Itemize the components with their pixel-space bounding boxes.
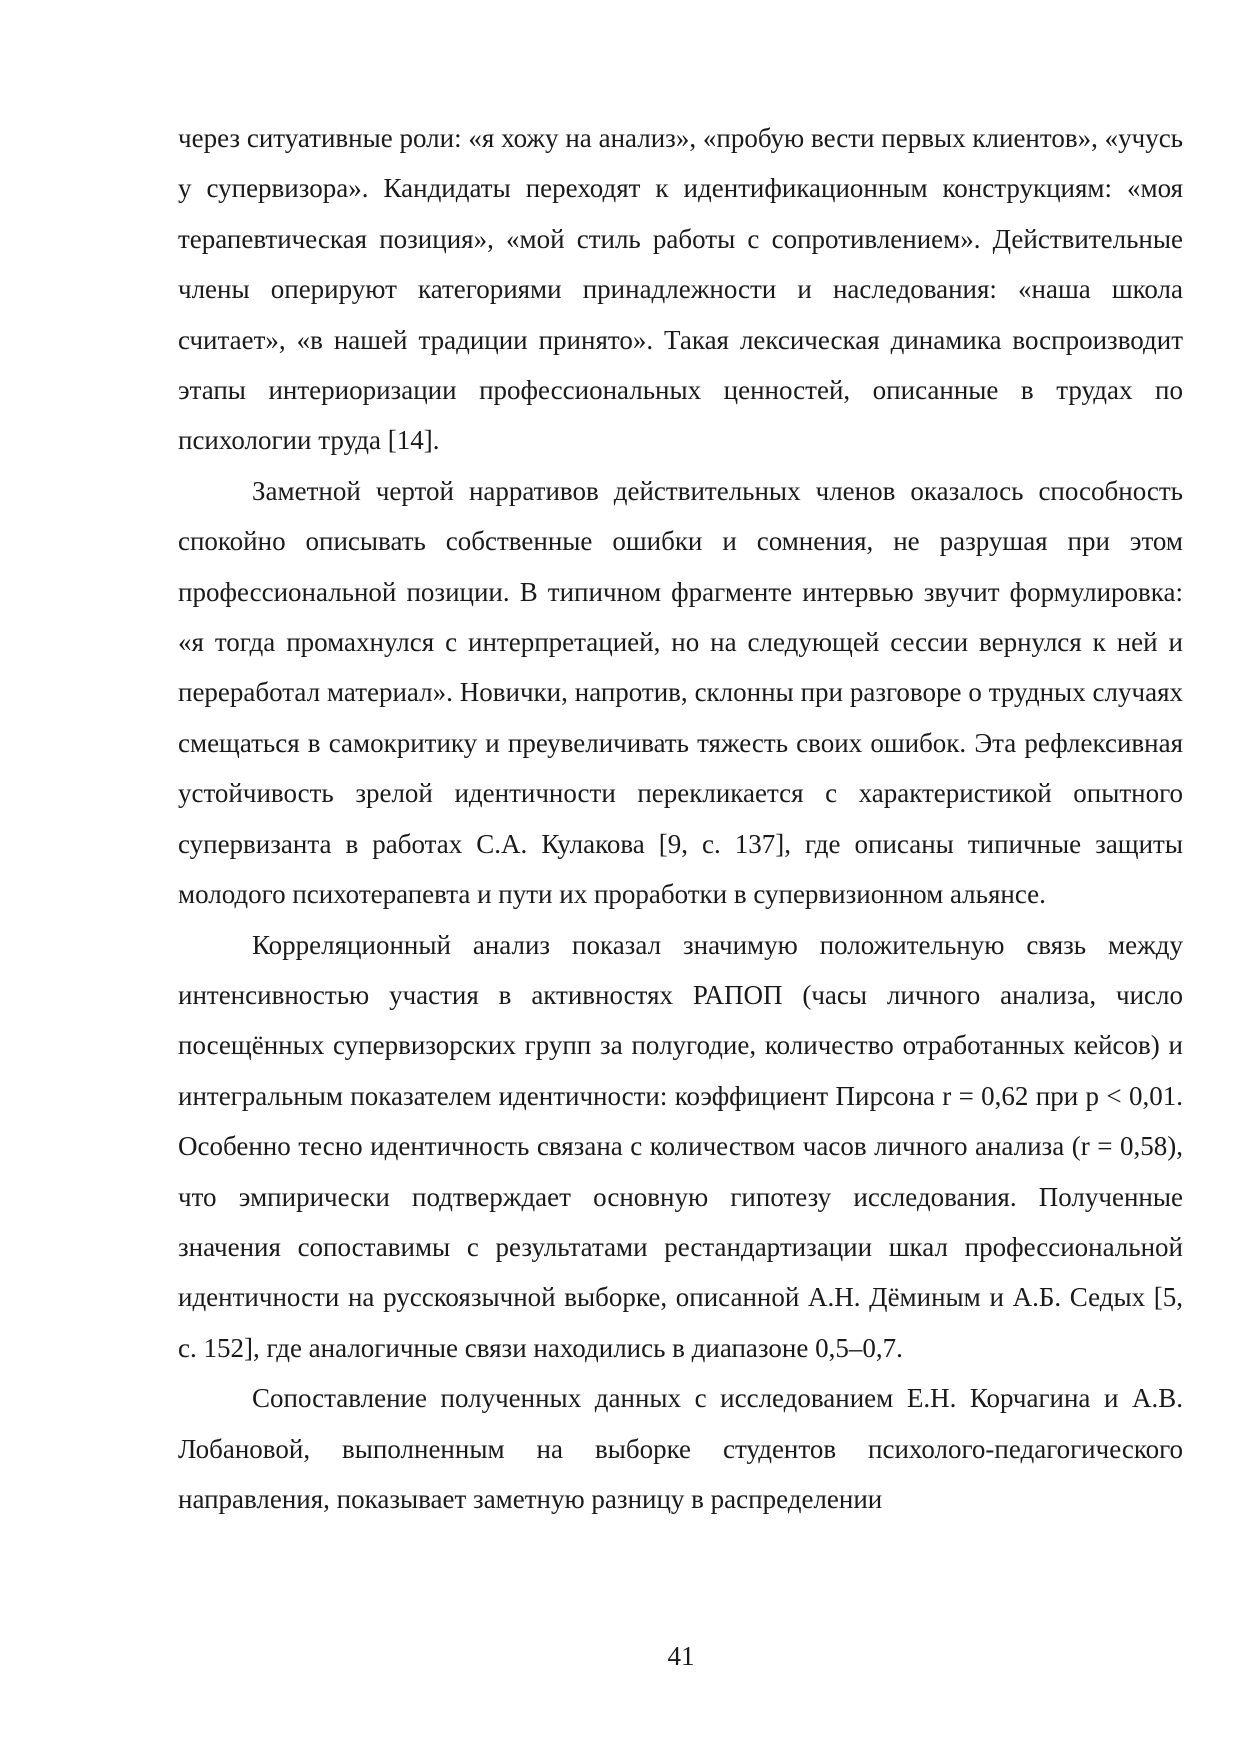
page-body (178, 113, 1183, 1524)
paragraph-error-reflection: Заметной чертой нарративов действительных членов оказалось способность спокойно описывать собственные ошибки и сомнения, не разрушая при этом профессиональной позиции. В типичном фрагменте интервью звучит формулировка: «я тогда промахнулся с интерпретацией, но на следующей сессии вернулся к ней и переработал материал». Новички, напротив, склонны при разговоре о трудных случаях смещаться в самокритику и преувеличивать тяжесть своих ошибок. Эта рефлексивная устойчивость зрелой идентичности перекликается с характеристикой опытного супервизанта в работах С.А. Кулакова [9, с. 137], где описаны типичные защиты молодого психотерапевта и пути их проработки в супервизионном альянсе. (178, 475, 1183, 910)
paragraph-comparison: Сопоставление полученных данных с исследованием Е.Н. Корчагина и А.В. Лобановой, выполненным на выборке студентов психолого-педагогического направления, показывает заметную разницу в распределении (178, 1383, 1183, 1514)
paragraph-correlation-analysis: Корреляционный анализ показал значимую положительную связь между интенсивностью участия в активностях РАПОП (часы личного анализа, число посещённых супервизорских групп за полугодие, количество отработанных кейсов) и интегральным показателем идентичности: коэффициент Пирсона r = 0,62 при p < 0,01. Особенно тесно идентичность связана с количеством часов личного анализа (r = 0,58), что эмпирически подтверждает основную гипотезу исследования. Полученные значения сопоставимы с результатами рестандартизации шкал профессиональной идентичности на русскоязычной выборке, описанной А.Н. Дёминым и А.Б. Седых [5, с. 152], где аналогичные связи находились в диапазоне 0,5–0,7. (178, 929, 1183, 1363)
paragraph-continuation: через ситуативные роли: «я хожу на анализ», «пробую вести первых клиентов», «учусь у супервизора». Кандидаты переходят к идентификационным конструкциям: «моя терапевтическая позиция», «мой стиль работы с сопротивлением». Действительные члены оперируют категориями принадлежности и наследования: «наша школа считает», «в нашей традиции принято». Такая лексическая динамика воспроизводит этапы интериоризации профессиональных ценностей, описанные в трудах по психологии труда [14]. (178, 123, 1183, 456)
page-number: 41 (667, 1641, 695, 1671)
